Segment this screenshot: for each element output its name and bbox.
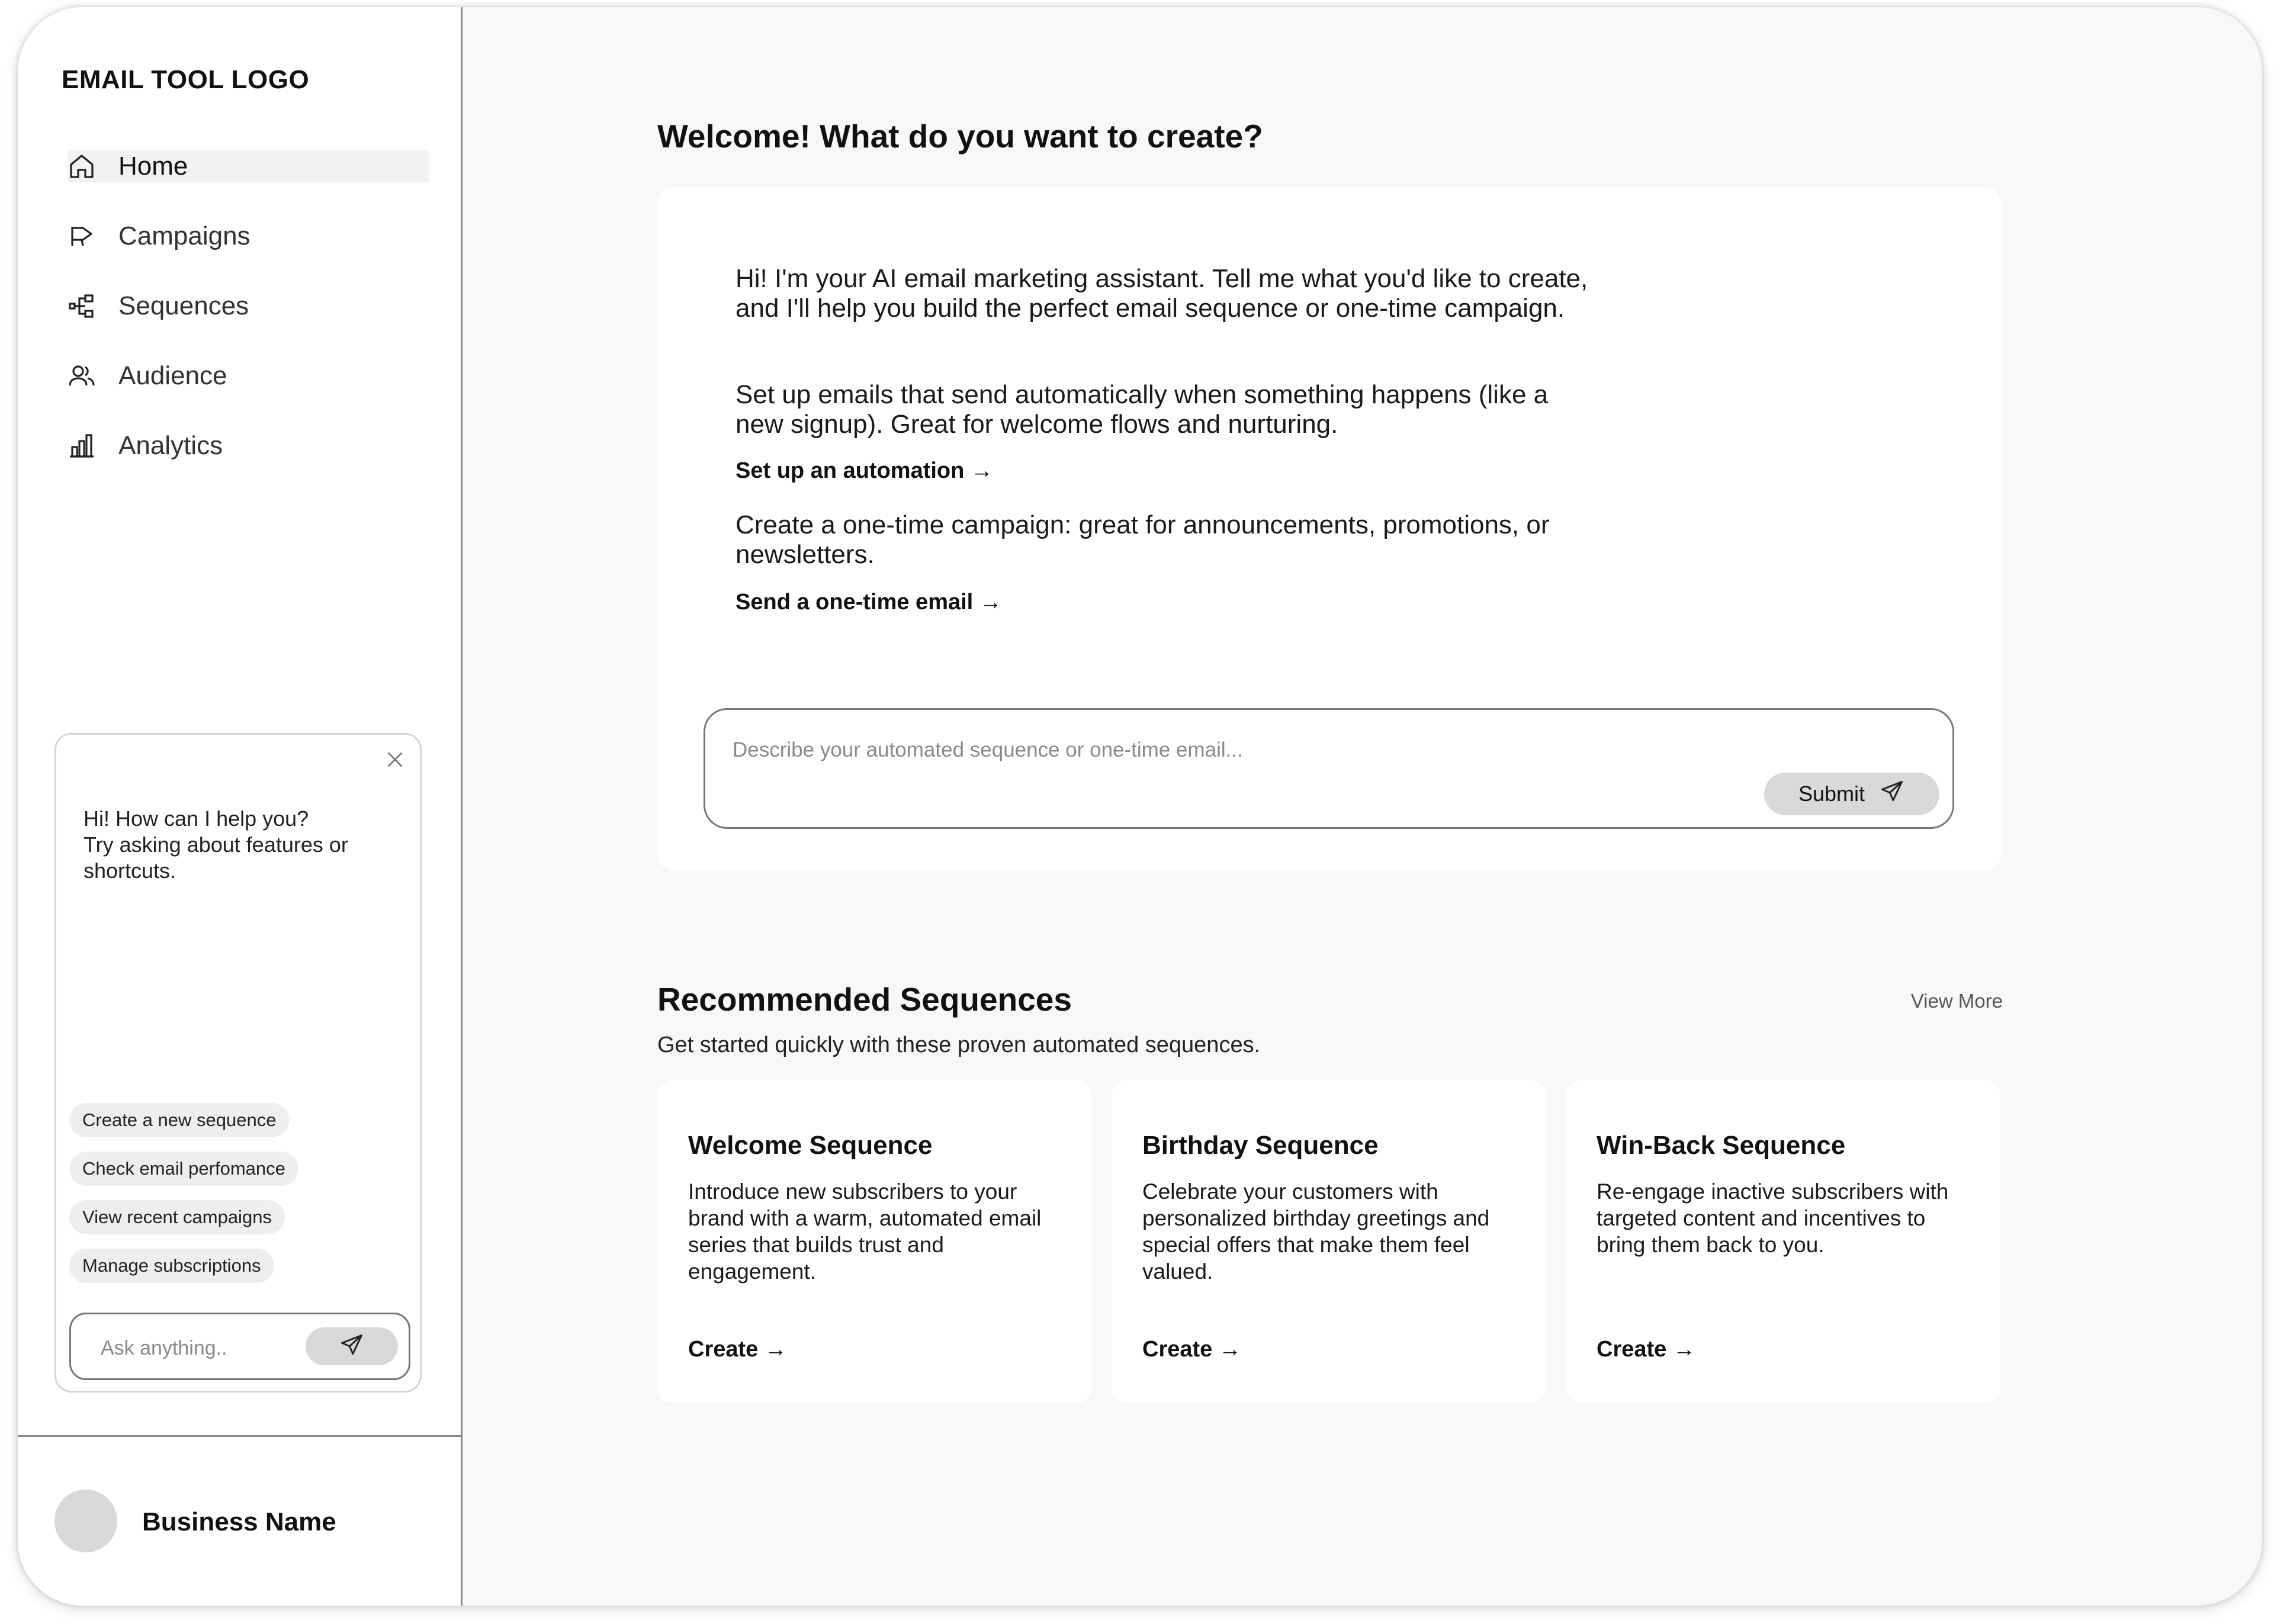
assistant-input[interactable]: [99, 1331, 291, 1365]
submit-button[interactable]: [1764, 773, 1939, 815]
send-icon: [339, 1332, 365, 1361]
business-name[interactable]: Business Name: [142, 1507, 336, 1536]
sidebar-item-label: Analytics: [118, 431, 223, 460]
sidebar-item-analytics[interactable]: [68, 430, 429, 462]
home-icon: [68, 150, 103, 182]
sequence-description: Introduce new subscribers to your brand with a warm, automated email series that builds trust and engagement.: [688, 1179, 1042, 1284]
sequence-title: Win-Back Sequence: [1597, 1131, 1846, 1160]
bar-chart-icon: [68, 430, 103, 462]
sidebar-item-audience[interactable]: [68, 360, 429, 392]
sequence-card[interactable]: [1566, 1080, 2000, 1403]
automation-link[interactable]: Set up an automation →: [735, 458, 993, 483]
app-window: [18, 7, 2262, 1606]
assistant-hint: Try asking about features or shortcuts.: [83, 832, 348, 883]
page-title: Welcome! What do you want to create?: [657, 118, 1263, 155]
create-button[interactable]: Create →: [1142, 1337, 1241, 1362]
suggestion-chip[interactable]: Check email perfomance: [69, 1152, 298, 1186]
suggestion-chip[interactable]: Create a new sequence: [69, 1103, 289, 1137]
campaign-link[interactable]: Send a one-time email →: [735, 590, 1002, 615]
sidebar-item-label: Audience: [118, 361, 227, 390]
sidebar-item-campaigns[interactable]: [68, 220, 429, 252]
view-more-link[interactable]: View More: [1910, 990, 2003, 1012]
sequence-title: Welcome Sequence: [688, 1131, 933, 1160]
megaphone-icon: [68, 220, 103, 252]
sidebar-item-label: Campaigns: [118, 221, 250, 250]
prompt-box: [704, 708, 1954, 829]
sequence-card[interactable]: [1112, 1080, 1546, 1403]
sidebar-divider: [18, 1435, 461, 1437]
section-title: Recommended Sequences: [657, 981, 1072, 1018]
prompt-input[interactable]: [731, 735, 1740, 766]
sidebar-item-home[interactable]: [68, 150, 429, 182]
sequence-card[interactable]: [657, 1080, 1092, 1403]
sequence-title: Birthday Sequence: [1142, 1131, 1379, 1160]
sidebar-item-sequences[interactable]: [68, 290, 429, 322]
sidebar-item-label: Sequences: [118, 291, 249, 320]
assistant-message: [83, 806, 403, 884]
automation-text: Set up emails that send automatically when something happens (like a new signup). Great for welcome flows and nurturing.: [735, 380, 1549, 439]
close-icon[interactable]: [383, 748, 407, 771]
campaign-text: Create a one-time campaign: great for announcements, promotions, or newsletters.: [735, 510, 1550, 569]
suggestion-chip[interactable]: Manage subscriptions: [69, 1249, 274, 1283]
sequence-description: Re-engage inactive subscribers with targeted content and incentives to bring them back to you.: [1597, 1179, 1949, 1257]
sidebar: [18, 7, 462, 1606]
assistant-send-button[interactable]: [306, 1327, 398, 1365]
users-icon: [68, 360, 103, 392]
create-button[interactable]: Create →: [1597, 1337, 1695, 1362]
assistant-input-box: [69, 1313, 410, 1380]
section-subtitle: Get started quickly with these proven automated sequences.: [657, 1033, 1261, 1057]
assistant-panel: [54, 733, 422, 1393]
intro-text: Hi! I'm your AI email marketing assistant. Tell me what you'd like to create, and I'll help you build the perfect email sequence or one-time campaign.: [735, 264, 1588, 323]
sidebar-item-label: Home: [118, 152, 188, 181]
create-button[interactable]: Create →: [688, 1337, 787, 1362]
suggestion-chip[interactable]: View recent campaigns: [69, 1200, 285, 1234]
assistant-greeting: Hi! How can I help you?: [83, 806, 309, 831]
avatar[interactable]: [54, 1490, 117, 1552]
sequence-description: Celebrate your customers with personalized birthday greetings and special offers that make them feel valued.: [1142, 1179, 1490, 1284]
submit-label: Submit: [1798, 782, 1865, 806]
app-logo: EMAIL TOOL LOGO: [62, 65, 310, 94]
assistant-chat-card: [657, 187, 2002, 870]
flow-icon: [68, 290, 103, 322]
send-icon: [1879, 779, 1905, 810]
